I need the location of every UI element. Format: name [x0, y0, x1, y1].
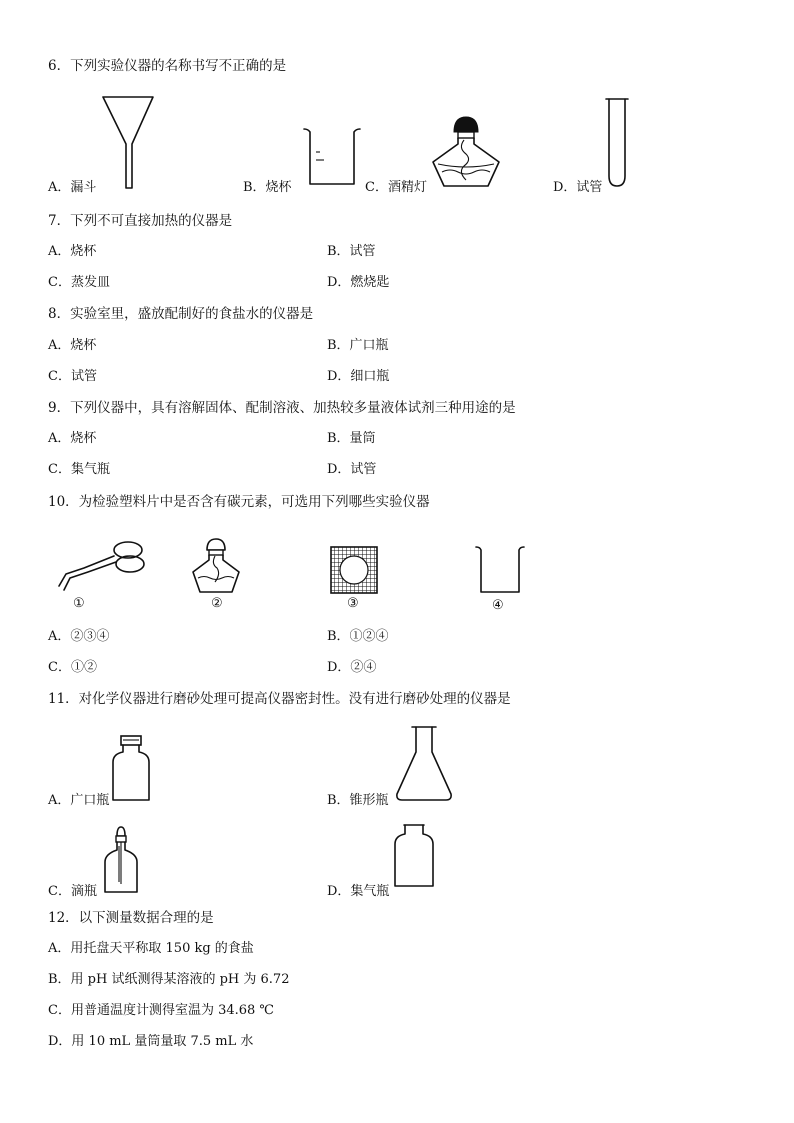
q8-option-c[interactable]: C．试管	[48, 369, 97, 384]
q9-option-b[interactable]: B．量筒	[327, 431, 376, 446]
question-12-stem: 12．以下测量数据合理的是	[48, 910, 214, 926]
q8-option-b[interactable]: B．广口瓶	[327, 338, 389, 353]
q10-option-b[interactable]: B．①②④	[327, 629, 389, 644]
q10-figure-label-1: ①	[73, 596, 85, 611]
question-7-stem: 7．下列不可直接加热的仪器是	[48, 213, 233, 229]
q11-option-a[interactable]: A．广口瓶	[48, 793, 110, 808]
q12-option-d[interactable]: D．用 10 mL 量筒量取 7.5 mL 水	[48, 1034, 254, 1049]
q9-option-c[interactable]: C．集气瓶	[48, 462, 110, 477]
q11-option-c[interactable]: C．滴瓶	[48, 884, 97, 899]
q10-option-c[interactable]: C．①②	[48, 660, 97, 675]
q11-option-b[interactable]: B．锥形瓶	[327, 793, 389, 808]
asbestos-gauze-figure	[330, 546, 378, 594]
q8-option-d[interactable]: D．细口瓶	[327, 369, 390, 384]
q10-figure-label-3: ③	[347, 596, 359, 611]
q10-option-a[interactable]: A．②③④	[48, 629, 110, 644]
q10-figure-label-2: ②	[211, 596, 223, 611]
q7-option-b[interactable]: B．试管	[327, 244, 376, 259]
beaker-figure	[302, 126, 362, 188]
small-beaker-figure	[474, 544, 526, 596]
dropping-bottle-figure	[102, 824, 140, 896]
crucible-tongs-figure	[56, 538, 148, 594]
question-9-stem: 9．下列仪器中，具有溶解固体、配制溶液、加热较多量液体试剂三种用途的是	[48, 400, 516, 416]
alcohol-lamp-figure	[430, 114, 502, 190]
conical-flask-figure	[394, 724, 454, 804]
q6-option-a[interactable]: A．漏斗	[48, 180, 97, 195]
gas-jar-figure	[392, 822, 436, 890]
q10-option-d[interactable]: D．②④	[327, 660, 377, 675]
q12-option-b[interactable]: B．用 pH 试纸测得某溶液的 pH 为 6.72	[48, 972, 290, 987]
q12-option-a[interactable]: A．用托盘天平称取 150 kg 的食盐	[48, 941, 254, 956]
q9-option-d[interactable]: D．试管	[327, 462, 377, 477]
q9-option-a[interactable]: A．烧杯	[48, 431, 97, 446]
q10-figure-label-4: ④	[492, 598, 504, 613]
question-10-stem: 10．为检验塑料片中是否含有碳元素，可选用下列哪些实验仪器	[48, 494, 430, 510]
q7-option-d[interactable]: D．燃烧匙	[327, 275, 390, 290]
wide-mouth-bottle-figure	[110, 734, 152, 804]
q6-option-d[interactable]: D．试管	[553, 180, 603, 195]
q8-option-a[interactable]: A．烧杯	[48, 338, 97, 353]
q12-option-c[interactable]: C．用普通温度计测得室温为 34.68 ℃	[48, 1003, 274, 1018]
small-alcohol-lamp-figure	[190, 536, 242, 596]
question-8-stem: 8．实验室里，盛放配制好的食盐水的仪器是	[48, 306, 314, 322]
q7-option-a[interactable]: A．烧杯	[48, 244, 97, 259]
q6-option-c[interactable]: C．酒精灯	[365, 180, 427, 195]
question-6-stem: 6．下列实验仪器的名称书写不正确的是	[48, 58, 287, 74]
q6-option-b[interactable]: B．烧杯	[243, 180, 292, 195]
test-tube-figure	[604, 96, 630, 190]
funnel-figure	[100, 94, 156, 190]
q11-option-d[interactable]: D．集气瓶	[327, 884, 390, 899]
q7-option-c[interactable]: C．蒸发皿	[48, 275, 110, 290]
question-11-stem: 11．对化学仪器进行磨砂处理可提高仪器密封性。没有进行磨砂处理的仪器是	[48, 691, 511, 707]
